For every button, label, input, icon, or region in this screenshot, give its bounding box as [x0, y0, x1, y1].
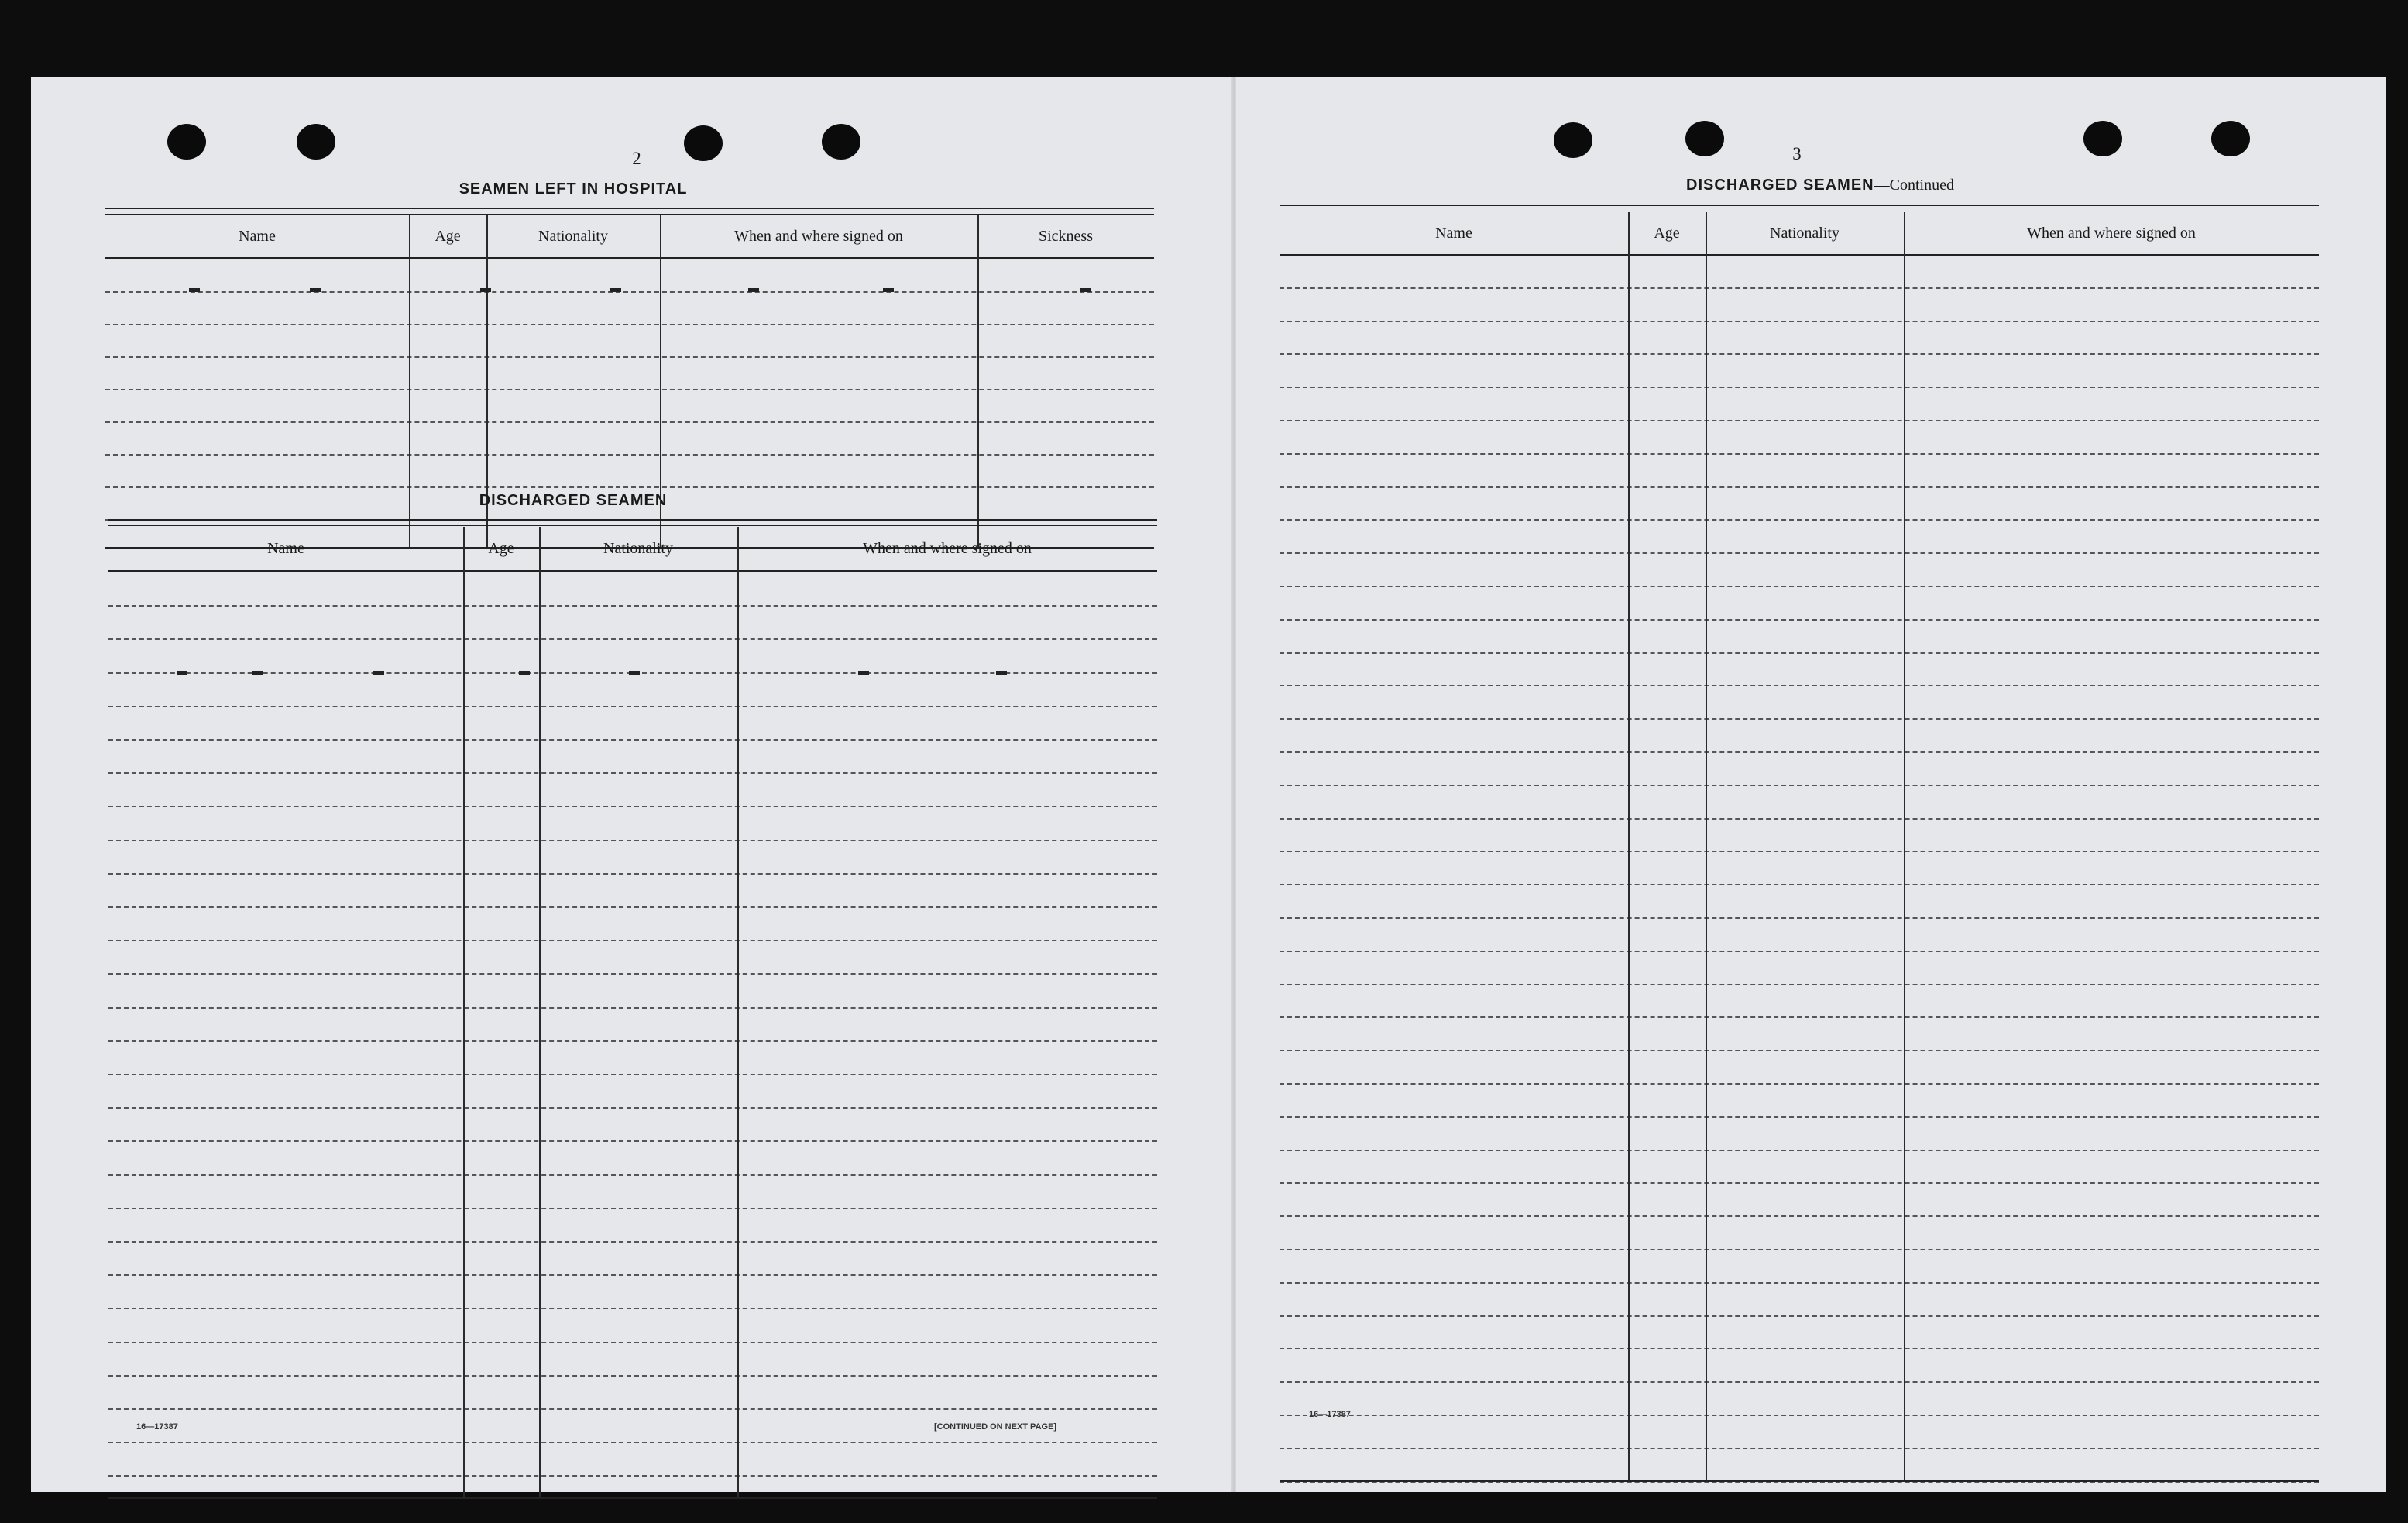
blank-entry-mark	[310, 288, 321, 292]
blank-entry-mark	[480, 288, 491, 292]
row-rule	[1280, 1050, 2319, 1051]
column-divider	[1904, 212, 1905, 1480]
table-header	[1280, 212, 2319, 256]
row-rule	[108, 1074, 1157, 1075]
row-rule	[1280, 287, 2319, 289]
punch-hole	[2083, 121, 2122, 156]
page-number: 3	[1792, 144, 1802, 163]
title-main: DISCHARGED SEAMEN	[1686, 177, 1874, 194]
row-rule	[1280, 951, 2319, 952]
column-header-name: Name	[239, 227, 276, 245]
row-rule	[1280, 387, 2319, 388]
blank-entry-mark	[883, 288, 894, 292]
blank-entry-mark	[1080, 288, 1091, 292]
row-rule	[1280, 1282, 2319, 1284]
row-rule	[1280, 1083, 2319, 1085]
page-number: 2	[632, 149, 641, 168]
continued-note: [CONTINUED ON NEXT PAGE]	[934, 1422, 1057, 1432]
row-rule	[105, 356, 1154, 358]
column-header-age: Age	[488, 539, 514, 557]
column-header-signed-on: When and where signed on	[2027, 224, 2196, 242]
blank-entry-mark	[610, 288, 621, 292]
row-rule	[1280, 1448, 2319, 1449]
title-suffix: —Continued	[1874, 177, 1954, 194]
form-number: 16—17387	[136, 1422, 178, 1432]
row-rule	[108, 806, 1157, 807]
row-rule	[1280, 652, 2319, 654]
row-rule	[108, 1475, 1157, 1477]
blank-entry-mark	[177, 671, 187, 675]
column-header-signed-on: When and where signed on	[734, 227, 903, 245]
row-rule	[108, 873, 1157, 875]
row-rule	[1280, 1381, 2319, 1383]
punch-hole	[297, 124, 335, 160]
row-rule	[105, 324, 1154, 325]
row-rule	[105, 421, 1154, 423]
row-rule	[108, 1442, 1157, 1443]
discharged-continued-table	[1280, 205, 2319, 1480]
column-divider	[463, 527, 465, 1497]
row-rule	[108, 706, 1157, 707]
blank-entry-mark	[858, 671, 869, 675]
row-rule	[1280, 751, 2319, 753]
blank-entry-mark	[373, 671, 384, 675]
row-rule	[1280, 619, 2319, 621]
row-rule	[108, 1375, 1157, 1377]
row-rule	[105, 291, 1154, 293]
row-rule	[108, 1408, 1157, 1410]
row-rule	[108, 1040, 1157, 1042]
row-rule	[1280, 321, 2319, 322]
punch-hole	[684, 125, 723, 161]
document-sheet	[31, 77, 2386, 1492]
blank-entry-mark	[748, 288, 759, 292]
row-rule	[105, 486, 1154, 488]
row-rule	[108, 772, 1157, 774]
row-rule	[1280, 685, 2319, 686]
column-header-nationality: Nationality	[603, 539, 673, 557]
row-rule	[1280, 486, 2319, 488]
row-rule	[1280, 552, 2319, 554]
punch-hole	[1685, 121, 1724, 156]
column-header-age: Age	[435, 227, 461, 245]
row-rule	[108, 1107, 1157, 1109]
column-divider	[1628, 212, 1630, 1480]
row-rule	[1280, 420, 2319, 421]
row-rule	[1280, 453, 2319, 455]
row-rule	[1280, 1150, 2319, 1151]
page-fold	[1231, 77, 1236, 1492]
row-rule	[1280, 984, 2319, 985]
column-header-sickness: Sickness	[1039, 227, 1093, 245]
table-top-rule	[105, 208, 1154, 215]
hospital-section-title: SEAMEN LEFT IN HOSPITAL	[459, 180, 688, 198]
row-rule	[108, 1140, 1157, 1142]
row-rule	[108, 840, 1157, 841]
row-rule	[1280, 1016, 2319, 1018]
row-rule	[1280, 884, 2319, 885]
row-rule	[1280, 851, 2319, 852]
row-rule	[108, 973, 1157, 975]
blank-entry-mark	[629, 671, 640, 675]
row-rule	[1280, 1415, 2319, 1416]
row-rule	[108, 1174, 1157, 1176]
row-rule	[1280, 818, 2319, 820]
row-rule	[108, 940, 1157, 941]
punch-hole	[2211, 121, 2250, 156]
table-top-rule	[1280, 205, 2319, 211]
discharged-continued-title	[1549, 177, 2091, 194]
row-rule	[108, 605, 1157, 607]
row-rule	[1280, 1249, 2319, 1250]
table-header	[108, 527, 1157, 572]
punch-hole	[1554, 122, 1592, 158]
row-rule	[108, 1274, 1157, 1276]
row-rule	[108, 638, 1157, 640]
table-header	[105, 215, 1154, 259]
column-divider	[1706, 212, 1707, 1480]
row-rule	[1280, 917, 2319, 919]
column-header-name: Name	[267, 539, 304, 557]
discharged-table	[108, 519, 1157, 1497]
discharged-section-title: DISCHARGED SEAMEN	[479, 492, 668, 509]
row-rule	[108, 1208, 1157, 1209]
blank-entry-mark	[519, 671, 530, 675]
row-rule	[1280, 1315, 2319, 1317]
row-rule	[1280, 1116, 2319, 1118]
column-header-signed-on: When and where signed on	[863, 539, 1032, 557]
form-number: 16—17387	[1309, 1410, 1351, 1419]
table-bottom-rule	[108, 1497, 1157, 1499]
row-rule	[105, 454, 1154, 456]
column-header-name: Name	[1435, 224, 1472, 242]
row-rule	[1280, 586, 2319, 587]
punch-hole	[167, 124, 206, 160]
table-bottom-rule	[1280, 1480, 2319, 1482]
row-rule	[108, 1342, 1157, 1343]
row-rule	[1280, 1348, 2319, 1349]
blank-entry-mark	[996, 671, 1007, 675]
table-top-rule	[108, 519, 1157, 526]
column-divider	[539, 527, 541, 1497]
column-header-nationality: Nationality	[1770, 224, 1839, 242]
row-rule	[105, 389, 1154, 390]
column-header-nationality: Nationality	[538, 227, 608, 245]
blank-entry-mark	[189, 288, 200, 292]
row-rule	[108, 1308, 1157, 1309]
punch-hole	[822, 124, 860, 160]
column-divider	[737, 527, 739, 1497]
column-divider	[977, 215, 979, 547]
row-rule	[1280, 353, 2319, 355]
blank-entry-mark	[252, 671, 263, 675]
column-header-age: Age	[1654, 224, 1680, 242]
row-rule	[108, 739, 1157, 741]
row-rule	[1280, 1215, 2319, 1217]
row-rule	[1280, 1182, 2319, 1184]
row-rule	[1280, 519, 2319, 521]
row-rule	[1280, 785, 2319, 786]
row-rule	[108, 1007, 1157, 1009]
row-rule	[108, 906, 1157, 908]
row-rule	[108, 1241, 1157, 1243]
row-rule	[1280, 718, 2319, 720]
